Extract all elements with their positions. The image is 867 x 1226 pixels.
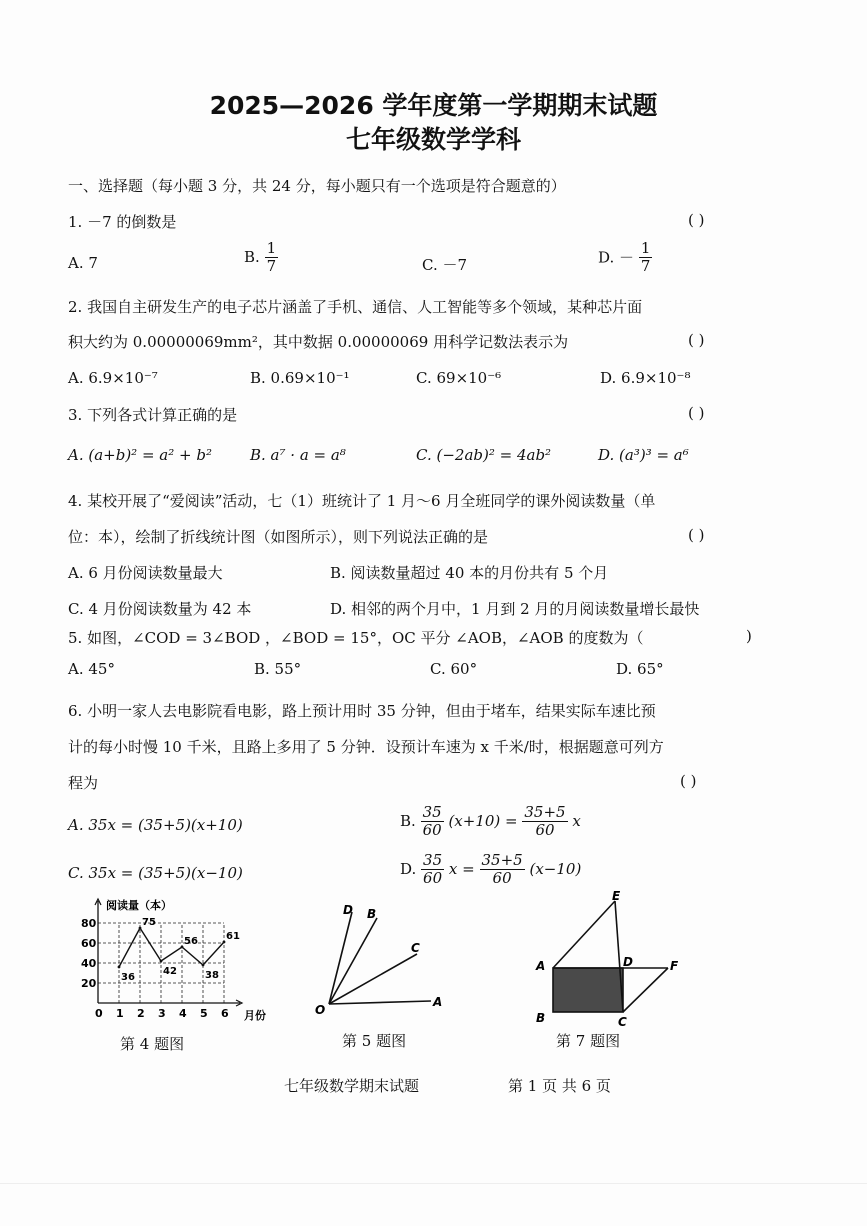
- shaded-rectangle: [553, 968, 623, 1012]
- q6-option-d-f1-den: 60: [423, 868, 443, 887]
- label-f: F: [670, 959, 679, 973]
- q3-option-c: C. (−2ab)² = 4ab²: [416, 446, 552, 464]
- x-tick-label-5: 5: [200, 1007, 208, 1020]
- q1-option-b-den: 7: [266, 256, 277, 275]
- q6-option-d-label: D.: [400, 860, 417, 878]
- q2-answer-paren: ( ): [688, 331, 705, 349]
- q4-stem-line2: 位：本），绘制了折线统计图（如图所示），则下列说法正确的是: [68, 528, 489, 546]
- data-point-6: [223, 941, 226, 944]
- data-point-2: [139, 927, 142, 930]
- q6-option-d: [400, 852, 581, 886]
- data-label-5: 38: [205, 970, 219, 981]
- q6-option-b-fraction2: [522, 804, 567, 838]
- q1-option-b-fraction: [265, 240, 279, 274]
- q1-option-b: [244, 240, 278, 274]
- data-label-6: 61: [226, 931, 240, 942]
- q3-stem: 3. 下列各式计算正确的是: [68, 406, 238, 424]
- footer-page-number: 第 1 页 共 6 页: [508, 1077, 611, 1095]
- fig5-angle-diagram: [305, 900, 455, 1020]
- q1-option-a: A. 7: [68, 254, 98, 272]
- q6-option-c: C. 35x = (35+5)(x−10): [68, 864, 243, 882]
- q6-option-b-f2-num: 35+5: [524, 803, 566, 821]
- data-point-5: [202, 964, 205, 967]
- y-axis-title: 阅读量（本）: [106, 899, 172, 912]
- label-c: C: [411, 941, 420, 955]
- label-a: A: [536, 959, 546, 973]
- chart-axes: [95, 899, 242, 1006]
- q6-option-b-mid: (x+10) =: [448, 812, 518, 830]
- q1-option-d-label: D. －: [598, 248, 635, 267]
- ray-od: [329, 912, 352, 1004]
- q6-option-d-fraction1: [421, 852, 444, 886]
- x-tick-label-3: 3: [158, 1007, 166, 1020]
- q6-option-b-f2-den: 60: [535, 820, 555, 839]
- q3-option-b: B. a⁷ · a = a⁸: [250, 446, 346, 464]
- q2-option-d: D. 6.9×10⁻⁸: [600, 369, 691, 387]
- q1-option-d-num: 1: [640, 239, 651, 257]
- label-d: D: [343, 903, 353, 917]
- x-tick-label-2: 2: [137, 1007, 145, 1020]
- x-tick-label-0: 0: [95, 1007, 103, 1020]
- q6-option-b-tail: x: [572, 812, 581, 830]
- x-tick-label-4: 4: [179, 1007, 187, 1020]
- chart-series: [118, 927, 226, 969]
- q1-option-b-label: B.: [244, 248, 260, 266]
- footer-title: 七年级数学期末试题: [284, 1077, 420, 1095]
- q3-option-a: A. (a+b)² = a² + b²: [68, 446, 212, 464]
- label-d: D: [623, 955, 633, 969]
- q6-option-d-f2-den: 60: [492, 868, 512, 887]
- q6-answer-paren: ( ): [680, 772, 697, 790]
- q1-option-d-den: 7: [640, 256, 651, 275]
- q2-stem-line2: 积大约为 0.00000069mm²，其中数据 0.00000069 用科学记数法表示为: [68, 333, 569, 351]
- data-label-2: 75: [142, 917, 156, 928]
- label-c: C: [618, 1015, 627, 1029]
- q3-answer-paren: ( ): [688, 404, 705, 422]
- q2-option-b: B. 0.69×10⁻¹: [250, 369, 350, 387]
- label-b: B: [367, 907, 377, 921]
- q2-option-a: A. 6.9×10⁻⁷: [68, 369, 158, 387]
- label-b: B: [536, 1011, 546, 1025]
- q4-answer-paren: ( ): [688, 526, 705, 544]
- q4-stem-line1: 4. 某校开展了“爱阅读”活动，七（1）班统计了 1 月～6 月全班同学的课外阅读数量（单: [68, 492, 656, 510]
- q5-answer-paren: ): [746, 627, 752, 645]
- q1-option-b-num: 1: [266, 239, 277, 257]
- q4-option-d: D. 相邻的两个月中，1 月到 2 月的月阅读数量增长最快: [330, 600, 700, 618]
- y-tick-label-80: 80: [81, 917, 97, 930]
- data-point-3: [160, 960, 163, 963]
- segment-ae: [553, 901, 615, 968]
- q2-option-c: C. 69×10⁻⁶: [416, 369, 502, 387]
- q5-option-b: B. 55°: [254, 660, 302, 678]
- q5-stem: 5. 如图，∠COD = 3∠BOD ，∠BOD = 15°，OC 平分 ∠AOB，∠AOB 的度数为（: [68, 629, 644, 647]
- label-o: O: [315, 1003, 326, 1017]
- fig5-caption: 第 5 题图: [342, 1032, 407, 1050]
- q6-option-b-f1-num: 35: [422, 803, 442, 821]
- q1-option-d-fraction: [639, 240, 653, 274]
- q6-stem-line2: 计的每小时慢 10 千米，且路上多用了 5 分钟．设预计车速为 x 千米/时，根据题意可列方: [68, 738, 664, 756]
- q6-option-d-mid: x =: [448, 860, 475, 878]
- q3-option-d: D. (a³)³ = a⁶: [598, 446, 689, 464]
- data-label-4: 56: [184, 936, 198, 947]
- y-tick-label-60: 60: [81, 937, 97, 950]
- q6-option-d-fraction2: [480, 852, 525, 886]
- q6-option-d-f2-num: 35+5: [481, 851, 523, 869]
- label-e: E: [612, 889, 621, 903]
- x-axis-title: 月份: [244, 1009, 266, 1022]
- data-point-1: [118, 966, 121, 969]
- segment-fc: [623, 968, 668, 1012]
- q6-option-d-f1-num: 35: [423, 851, 443, 869]
- x-tick-label-1: 1: [116, 1007, 124, 1020]
- q4-option-b: B. 阅读数量超过 40 本的月份共有 5 个月: [330, 564, 609, 582]
- q6-option-b-fraction1: [421, 804, 444, 838]
- q4-option-c: C. 4 月份阅读数量为 42 本: [68, 600, 252, 618]
- q6-option-d-tail: (x−10): [529, 860, 582, 878]
- data-label-1: 36: [121, 972, 135, 983]
- data-point-4: [181, 946, 184, 949]
- q1-option-c: C. －7: [422, 256, 468, 274]
- fig4-caption: 第 4 题图: [120, 1035, 185, 1053]
- q6-option-b-label: B.: [400, 812, 416, 830]
- q6-option-a: A. 35x = (35+5)(x+10): [68, 816, 243, 834]
- q4-option-a: A. 6 月份阅读数量最大: [68, 564, 223, 582]
- page-bottom-divider: [0, 1183, 867, 1184]
- fig7-geometry-diagram: [528, 888, 688, 1033]
- series-line: [119, 928, 224, 967]
- y-tick-label-40: 40: [81, 957, 97, 970]
- ray-oa: [329, 1001, 431, 1004]
- q6-option-b: [400, 804, 581, 838]
- exam-title: 2025—2026 学年度第一学期期末试题: [209, 91, 658, 120]
- q5-option-c: C. 60°: [430, 660, 478, 678]
- q5-option-d: D. 65°: [616, 660, 664, 678]
- q1-option-d: [598, 240, 652, 274]
- q6-option-b-f1-den: 60: [422, 820, 442, 839]
- y-tick-label-20: 20: [81, 977, 97, 990]
- exam-subtitle: 七年级数学学科: [345, 125, 521, 154]
- q6-stem-line3: 程为: [68, 774, 99, 792]
- data-label-3: 42: [163, 966, 177, 977]
- section-heading: 一、选择题（每小题 3 分，共 24 分，每小题只有一个选项是符合题意的）: [68, 177, 566, 195]
- q2-stem-line1: 2. 我国自主研发生产的电子芯片涵盖了手机、通信、人工智能等多个领域，某种芯片面: [68, 298, 643, 316]
- q1-stem: 1. －7 的倒数是: [68, 213, 177, 231]
- q6-stem-line1: 6. 小明一家人去电影院看电影，路上预计用时 35 分钟，但由于堵车，结果实际车速比预: [68, 702, 656, 720]
- q5-option-a: A. 45°: [68, 660, 115, 678]
- fig4-line-chart: [74, 895, 284, 1025]
- label-a: A: [433, 995, 443, 1009]
- q1-answer-paren: ( ): [688, 211, 705, 229]
- x-tick-label-6: 6: [221, 1007, 229, 1020]
- fig7-caption: 第 7 题图: [556, 1032, 621, 1050]
